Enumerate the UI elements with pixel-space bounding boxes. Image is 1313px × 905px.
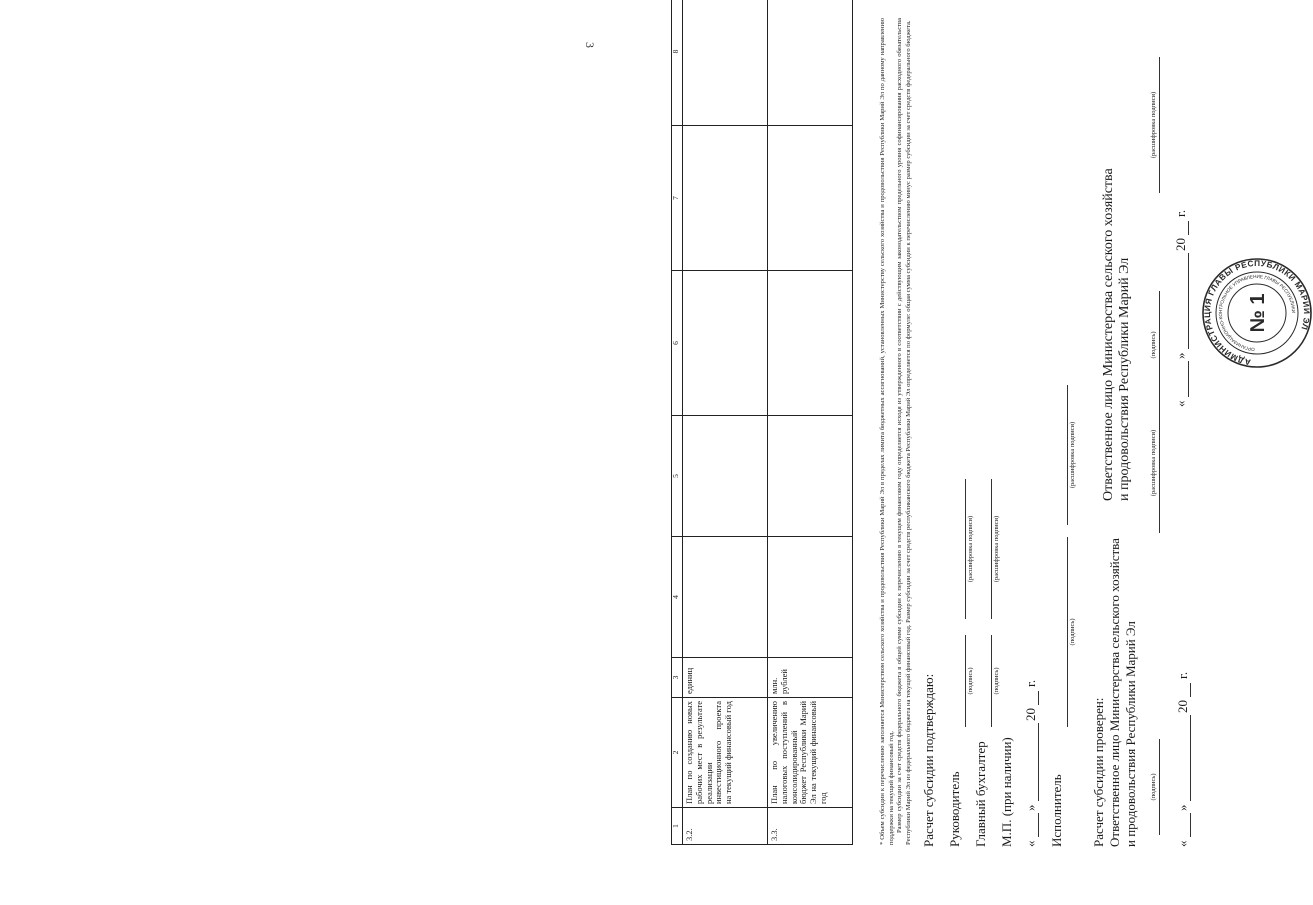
date-open-quote: « bbox=[1175, 840, 1190, 847]
official-line-2: и продовольствия Республики Марий Эл bbox=[1123, 621, 1138, 847]
official-stamp bbox=[1201, 257, 1313, 369]
table-cell bbox=[768, 537, 853, 658]
page-number: 3 bbox=[583, 42, 597, 48]
date-month-line bbox=[1188, 253, 1189, 349]
executor-label: Исполнитель bbox=[1049, 774, 1064, 847]
signature-line bbox=[1159, 739, 1160, 835]
col-number: 2 bbox=[672, 698, 683, 808]
official-line-1: Ответственное лицо Министерства сельского хозяйства bbox=[1101, 168, 1116, 501]
date-day-line bbox=[1188, 361, 1189, 397]
footnote bbox=[879, 18, 913, 845]
date-year-line bbox=[1188, 221, 1189, 235]
confirm-title: Расчет субсидии подтверждаю: bbox=[921, 673, 936, 847]
table-cell bbox=[683, 416, 768, 537]
table-cell bbox=[683, 0, 768, 126]
col-number: 4 bbox=[672, 537, 683, 658]
date-month-line bbox=[1038, 723, 1039, 801]
col-number: 1 bbox=[672, 808, 683, 845]
signature-line bbox=[965, 635, 966, 727]
signature-caption: (подпись) bbox=[1069, 618, 1076, 646]
footnote-paragraph: Размер субсидии за счет средств федерального бюджета в общей сумме субсидии к перечислению в текущем финансовом году определяется исходя из утвержденного в соответствии с действующим законодательством предельного уровня софинансирования расходного обязательства Республики Марий Эл из федерального бюджета на текущий финансовый год. Размер субсидии за счет средств республиканского бюджета Республики Марий Эл определяется по формуле: общая сумма субсидии к перечислению минус размер субсидии за счет средств федерального бюджета. bbox=[896, 18, 912, 845]
signature-caption: (подпись) bbox=[1150, 331, 1157, 359]
date-close-quote: » bbox=[1173, 352, 1188, 359]
table-row bbox=[683, 0, 768, 845]
col-number: 6 bbox=[672, 271, 683, 416]
table-cell bbox=[768, 126, 853, 271]
table-cell bbox=[683, 271, 768, 416]
decode-line bbox=[1159, 57, 1160, 193]
row-number: 3.2. bbox=[683, 808, 768, 845]
date-day-line bbox=[1190, 813, 1191, 837]
row-number: 3.3. bbox=[768, 808, 853, 845]
table-row bbox=[768, 0, 853, 845]
col-number: 8 bbox=[672, 0, 683, 126]
row-unit: единиц bbox=[683, 658, 768, 698]
date-open-quote: « bbox=[1173, 400, 1188, 407]
col-number: 5 bbox=[672, 416, 683, 537]
row-description: План по созданию новых рабочих мест в результате реализации инвестиционного проекта на текущий финансовый год bbox=[683, 698, 768, 808]
date-day-line bbox=[1038, 813, 1039, 837]
footnote-paragraph: * Объем субсидии к перечислению заполняется Министерством сельского хозяйства и продовольствия Республики Марий Эл в пределах лимита бюджетных ассигнований, установленных Министерству сельского хозяйства и продовольствия Республики Марий Эл по данному направлению поддержки на текущий финансовый год. bbox=[879, 18, 895, 845]
svg-text:АДМИНИСТРАЦИЯ ГЛАВЫ РЕСПУБЛИКИ: АДМИНИСТРАЦИЯ ГЛАВЫ РЕСПУБЛИКИ МАРИЙ ЭЛ bbox=[1202, 258, 1312, 367]
row-unit: млн. рублей bbox=[768, 658, 853, 698]
decode-caption: (расшифровка подписи) bbox=[1150, 91, 1157, 159]
date-year: 20 bbox=[1023, 708, 1038, 721]
decode-caption: (расшифровка подписи) bbox=[993, 515, 1000, 583]
signature-caption: (подпись) bbox=[1150, 773, 1157, 801]
accountant-label: Главный бухгалтер bbox=[973, 741, 988, 847]
mp-label: М.П. (при наличии) bbox=[999, 737, 1014, 847]
decode-caption: (расшифровка подписи) bbox=[1150, 429, 1157, 497]
table-cell bbox=[768, 0, 853, 126]
date-year: 20 bbox=[1173, 238, 1188, 251]
decode-caption: (расшифровка подписи) bbox=[967, 515, 974, 583]
decode-line bbox=[965, 479, 966, 619]
signature-line bbox=[1159, 291, 1160, 399]
subsidy-table bbox=[671, 0, 853, 845]
col-number: 7 bbox=[672, 126, 683, 271]
date-close-quote: » bbox=[1175, 804, 1190, 811]
signature-caption: (подпись) bbox=[993, 667, 1000, 695]
svg-text:№ 1: № 1 bbox=[1247, 293, 1269, 333]
date-open-quote: « bbox=[1023, 840, 1038, 847]
decode-line bbox=[1067, 385, 1068, 525]
date-g: г. bbox=[1173, 209, 1188, 217]
signature-caption: (подпись) bbox=[967, 667, 974, 695]
date-month-line bbox=[1190, 715, 1191, 801]
decode-line bbox=[991, 479, 992, 619]
row-description: План по увеличению налоговых поступлений в консолидированный бюджет Республики Марий Эл на текущий финансовый год bbox=[768, 698, 853, 808]
date-year-line bbox=[1038, 691, 1039, 705]
signature-line bbox=[991, 635, 992, 727]
checked-title: Расчет субсидии проверен: bbox=[1091, 697, 1106, 847]
date-g: г. bbox=[1175, 671, 1190, 679]
date-close-quote: » bbox=[1023, 804, 1038, 811]
table-cell bbox=[768, 271, 853, 416]
date-g: г. bbox=[1023, 679, 1038, 687]
document-sheet bbox=[639, 0, 1312, 905]
table-cell bbox=[768, 416, 853, 537]
date-year-line bbox=[1190, 683, 1191, 697]
table-header-row bbox=[672, 0, 683, 845]
table-cell bbox=[683, 126, 768, 271]
col-number: 3 bbox=[672, 658, 683, 698]
signature-line bbox=[1067, 537, 1068, 727]
decode-caption: (расшифровка подписи) bbox=[1069, 421, 1076, 489]
date-year: 20 bbox=[1175, 700, 1190, 713]
official-line-2: и продовольствия Республики Марий Эл bbox=[1117, 257, 1132, 501]
svg-text:ОРГАНИЗАЦИОННО-КОНТРОЛЬНОЕ УПР: ОРГАНИЗАЦИОННО-КОНТРОЛЬНОЕ УПРАВЛЕНИЕ ГЛАВЫ РЕСПУБЛИКИ bbox=[1217, 273, 1297, 352]
head-label: Руководитель bbox=[947, 771, 962, 847]
decode-line bbox=[1159, 393, 1160, 533]
table-cell bbox=[683, 537, 768, 658]
official-line-1: Ответственное лицо Министерства сельского хозяйства bbox=[1107, 538, 1122, 847]
